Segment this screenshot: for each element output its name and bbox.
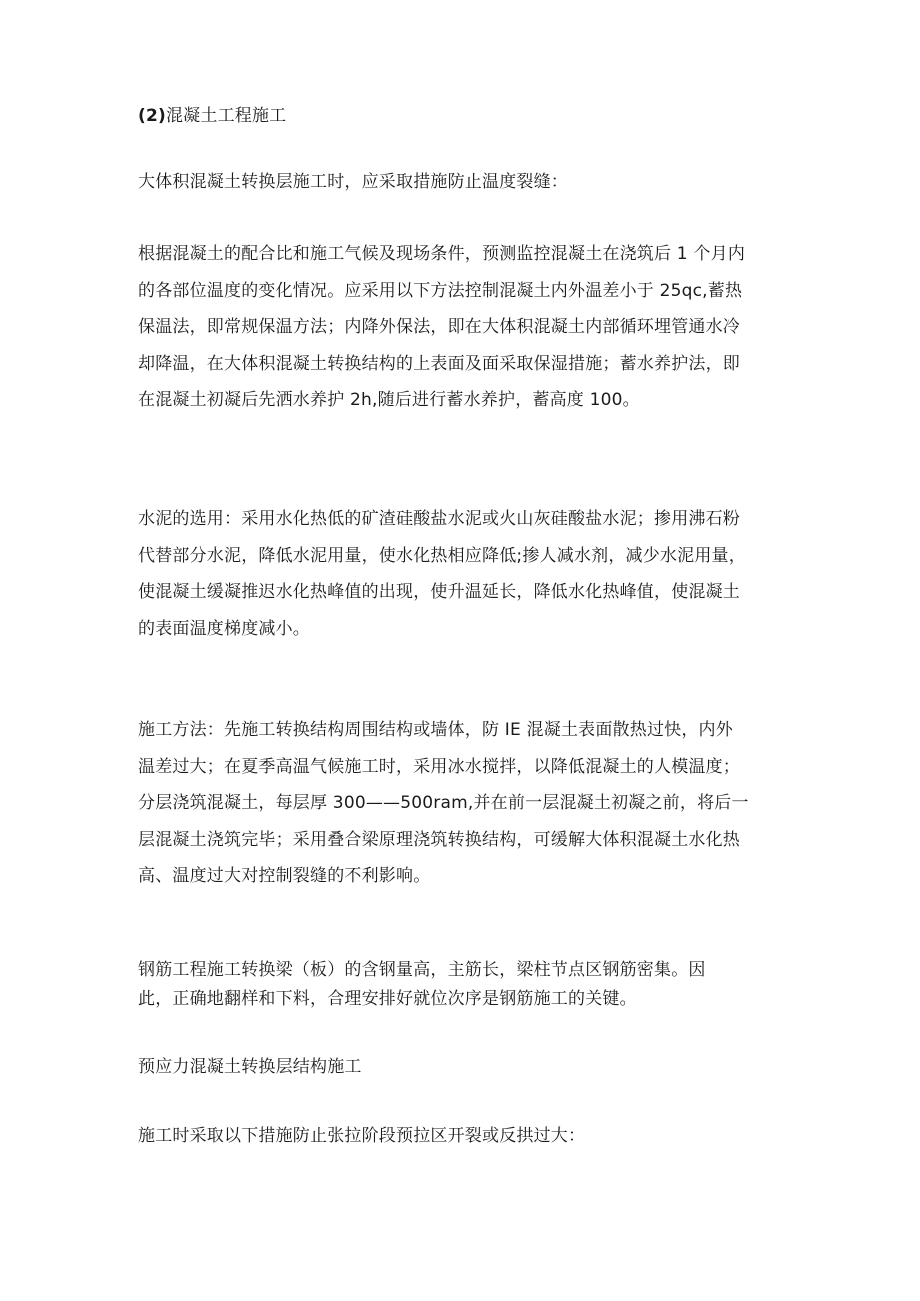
- text-line: 的表面温度梯度减小。: [138, 618, 310, 639]
- text-line: 预应力混凝土转换层结构施工: [138, 1057, 362, 1077]
- temperature-control-paragraph: [138, 236, 788, 419]
- prestress-title: [138, 1049, 788, 1086]
- text-line: 使混凝土缓凝推迟水化热峰值的出现，使升温延长，降低水化热峰值，使混凝土: [138, 582, 740, 602]
- text-line: 此，正确地翻样和下料，合理安排好就位次序是钢筋施工的关键。: [138, 989, 637, 1009]
- text-line: 代替部分水泥，降低水泥用量，使水化热相应降低;掺人减水剂，减少水泥用量，: [138, 545, 746, 566]
- text-line: 高、温度过大对控制裂缝的不利影响。: [138, 866, 431, 886]
- prestress-intro-paragraph: [138, 1118, 788, 1155]
- intro-paragraph: [138, 164, 788, 201]
- rebar-paragraph: [138, 956, 788, 1014]
- section-heading: [138, 98, 788, 135]
- text-line: 的各部位温度的变化情况。应采用以下方法控制混凝土内外温差小于 25qc,蓄热: [138, 280, 743, 301]
- text-line: 保温法，即常规保温方法；内降外保法，即在大体积混凝土内部循环埋管通水冷: [138, 317, 740, 337]
- text-line: 钢筋工程施工转换梁（板）的含钢量高，主筋长，梁柱节点区钢筋密集。因: [138, 960, 706, 980]
- text-line: 根据混凝土的配合比和施工气候及现场条件，预测监控混凝土在浇筑后 1 个月内: [138, 244, 746, 264]
- text-line: 在混凝土初凝后先洒水养护 2h,随后进行蓄水养护，蓄高度 100。: [138, 390, 640, 410]
- text-line: 水泥的选用：采用水化热低的矿渣硅酸盐水泥或火山灰硅酸盐水泥；掺用沸石粉: [138, 509, 740, 529]
- text-line: 分层浇筑混凝土，每层厚 300——500ram,并在前一层混凝土初凝之前，将后一: [138, 793, 749, 813]
- text-line: 却降温，在大体积混凝土转换结构的上表面及面采取保湿措施；蓄水养护法，即: [138, 353, 740, 374]
- text-line: 施工方法：先施工转换结构周围结构或墙体，防 IE 混凝土表面散热过快，内外: [138, 720, 733, 740]
- text-line: 层混凝土浇筑完毕；采用叠合梁原理浇筑转换结构，可缓解大体积混凝土水化热: [138, 829, 740, 850]
- construction-method-paragraph: [138, 712, 788, 895]
- section-number: (2): [138, 106, 166, 126]
- section-title: 混凝土工程施工: [165, 106, 287, 126]
- text-line: 施工时采取以下措施防止张拉阶段预拉区开裂或反拱过大：: [138, 1126, 586, 1146]
- text-line: 大体积混凝土转换层施工时，应采取措施防止温度裂缝：: [138, 172, 568, 192]
- cement-selection-paragraph: [138, 501, 788, 647]
- text-line: 温差过大；在夏季高温气候施工时，采用冰水搅拌，以降低混凝土的人模温度；: [138, 756, 740, 777]
